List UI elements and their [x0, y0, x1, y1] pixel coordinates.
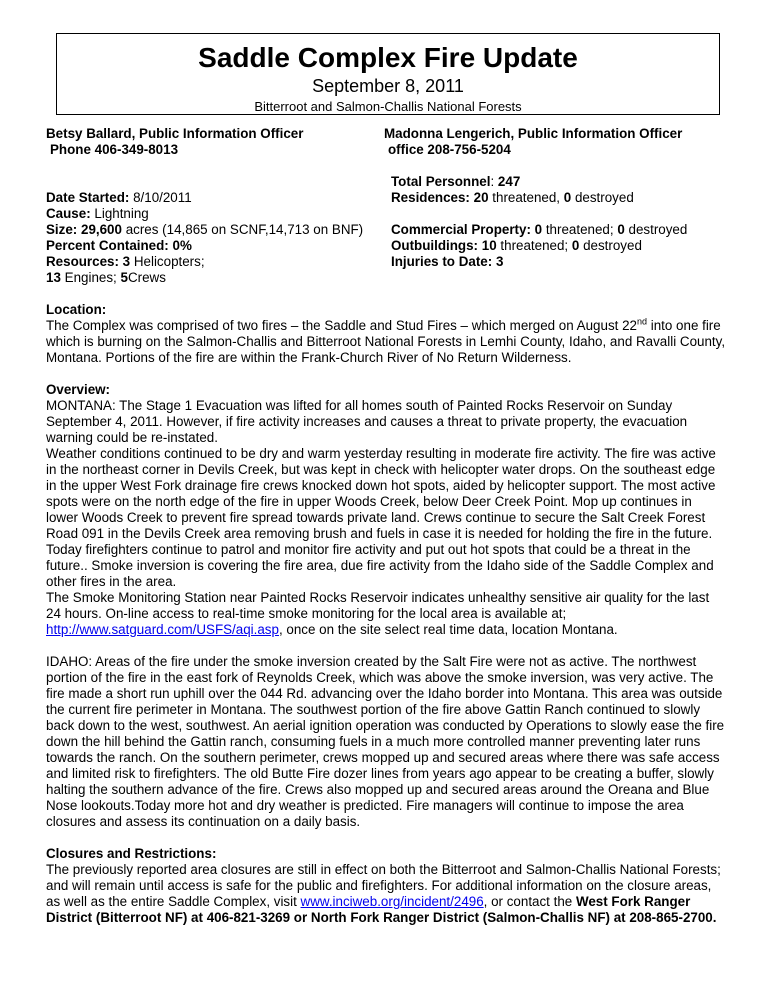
smoke-monitoring-paragraph: The Smoke Monitoring Station near Painted Rocks Reservoir indicates unhealthy sensitive air quality for the last 24 hours. On-line access to real-time smoke monitoring for the local area is available at; http://www.satguard.com/USFS/aqi.asp, once on the site select real time data, location Montana. [46, 590, 710, 637]
commercial-row: Commercial Property: 0 threatened; 0 destroyed [391, 222, 688, 237]
personnel-row: Total Personnel: 247 [391, 174, 521, 189]
fire-facts-right [391, 174, 736, 270]
size-row: Size: 29,600 acres (14,865 on SCNF,14,713 on BNF) [46, 222, 364, 237]
aqi-link[interactable]: http://www.satguard.com/USFS/aqi.asp [46, 622, 279, 637]
forests-subtitle: Bitterroot and Salmon-Challis National Forests [254, 99, 522, 114]
update-date: September 8, 2011 [312, 76, 464, 96]
contact-left-phone: Phone 406-349-8013 [50, 142, 179, 157]
idaho-paragraph: IDAHO: Areas of the fire under the smoke inversion created by the Salt Fire were not as active. The northwest portion of the fire in the east fork of Reynolds Creek, which was above the smoke inversion, was very active. The fire made a short run uphill over the 044 Rd. advancing over the Idaho border into Montana. This area was outside the current fire perimeter in Montana. The southwest portion of the fire above Gattin Ranch continued to slowly back down to the west, southwest. An aerial ignition operation was conducted by Operations to slowly ease the fire down the hill behind the Gattin ranch, consuming fuels in a much more controlled manner preventing later runs towards the ranch. On the southern perimeter, crews mopped up and secured areas where there was safe access and limited risk to firefighters. The old Butte Fire dozer lines from years ago appear to be creating a buffer, slowly halting the southern advance of the fire. Crews also mopped up and secured areas around the Oreana and Blue Nose lookouts.Today more hot and dry weather is predicted. Fire managers will continue to impose the area closures and assess its continuation on a daily basis. [46, 654, 725, 829]
residences-row: Residences: 20 threatened, 0 destroyed [391, 190, 634, 205]
contact-right-name: Madonna Lengerich, Public Information Officer [384, 126, 683, 141]
header-box [56, 33, 720, 115]
inciweb-link[interactable]: www.inciweb.org/incident/2496 [300, 894, 484, 909]
contact-right [384, 126, 724, 158]
resources-row-2: 13 Engines; 5Crews [46, 270, 166, 285]
closures-heading: Closures and Restrictions: [46, 846, 217, 861]
montana-evacuation-paragraph: MONTANA: The Stage 1 Evacuation was lifted for all homes south of Painted Rocks Reservoir on Sunday September 4, 2011. However, if fire activity increases and causes a threat to private property, the evacuation warning could be re-instated. [46, 398, 688, 445]
contact-left [46, 126, 366, 158]
location-paragraph: The Complex was comprised of two fires – the Saddle and Stud Fires – which merged on August 22nd into one fire which is burning on the Salmon-Challis and Bitterroot National Forests in Lemhi County, Idaho, and Ravalli County, Montana. Portions of the fire are within the Frank-Church River of No Return Wilderness. [46, 316, 726, 365]
montana-weather-paragraph: Weather conditions continued to be dry and warm yesterday resulting in moderate fire activity. The fire was active in the northeast corner in Devils Creek, but was kept in check with helicopter water drops. On the southeast edge in the upper West Fork drainage fire crews knocked down hot spots, aided by helicopter support. The most active spots were on the north edge of the fire in upper Woods Creek, below Deer Creek Point. Mop up continues in lower Woods Creek to prevent fire spread towards private land. Crews continue to secure the Salt Creek Forest Road 091 in the Devils Creek area removing brush and fuels in case it is needed for holding the fire in the future. Today firefighters continue to patrol and monitor fire activity and put out hot spots that could be a threat in the future.. Smoke inversion is covering the fire area, due fire activity from the Idaho side of the Saddle Complex and other fires in the area. [46, 446, 716, 589]
percent-contained-row: Percent Contained: 0% [46, 238, 192, 253]
cause-row: Cause: Lightning [46, 206, 149, 221]
contact-left-name: Betsy Ballard, Public Information Officer [46, 126, 304, 141]
fire-facts-left [46, 190, 391, 286]
outbuildings-row: Outbuildings: 10 threatened; 0 destroyed [391, 238, 642, 253]
contact-right-phone: office 208-756-5204 [388, 142, 511, 157]
page-title: Saddle Complex Fire Update [198, 42, 578, 73]
date-started-row: Date Started: 8/10/2011 [46, 190, 192, 205]
closures-paragraph: The previously reported area closures are still in effect on both the Bitterroot and Salmon-Challis National Forests; and will remain until access is safe for the public and firefighters. For additional information on the closure areas, as well as the entire Saddle Complex, visit www.inciweb.org/incident/2496, or contact the West Fork Ranger District (Bitterroot NF) at 406-821-3269 or North Fork Ranger District (Salmon-Challis NF) at 208-865-2700. [46, 862, 721, 925]
resources-row: Resources: 3 Helicopters; [46, 254, 205, 269]
overview-heading: Overview: [46, 382, 111, 397]
location-heading: Location: [46, 302, 107, 317]
injuries-row: Injuries to Date: 3 [391, 254, 504, 269]
body-text [46, 302, 726, 926]
